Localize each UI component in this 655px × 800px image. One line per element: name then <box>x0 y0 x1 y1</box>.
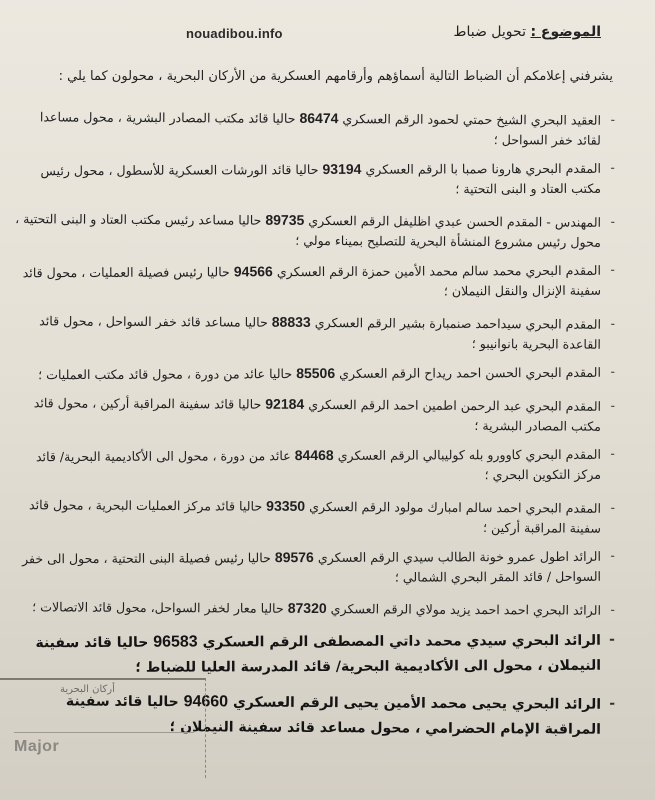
officer-transfer-list <box>14 108 617 751</box>
list-item: - المقدم البحري محمد سالم محمد الأمين حمزة الرقم العسكري 94566 حاليا رئيس فصيلة العمليات ، محول قائد سفينة الإنزال والنقل النيملان ؛ <box>14 260 617 304</box>
list-item: - المقدم البحري هارونا صمبا با الرقم العسكري 93194 حاليا قائد الورشات العسكرية للأسطول ، محول رئيس مكتب العتاد و البنى التحتية ؛ <box>14 158 617 202</box>
list-item: - المقدم البحري عبد الرحمن اطمين احمد الرقم العسكري 92184 حاليا قائد سفينة المراقبة أركين ، محول قائد مكتب المصادر البشرية ؛ <box>14 392 617 437</box>
stamp-rank: Major <box>14 738 60 755</box>
stamp-text: أركان البحرية <box>60 684 115 695</box>
list-item: - الرائد البحري يحيى محمد الأمين يحيى الرقم العسكري 94660 حاليا قائد سفينة المراقبة الإمام الحضرامي ، محول مساعد قائد سفينة النيملان ؛ <box>14 688 617 743</box>
signature-line <box>14 702 194 733</box>
list-item: - المقدم البحري سيداحمد صنمبارة بشير الرقم العسكري 88833 حاليا مساعد قائد خفر السواحل ، محول قائد القاعدة البحرية بانوانيبو ؛ <box>14 310 617 355</box>
list-item: - المقدم البحري احمد سالم امبارك مولود الرقم العسكري 93350 حاليا قائد مركز العمليات البحرية ، محول قائد سفينة المراقبة أركين ؛ <box>14 494 617 539</box>
official-stamp <box>0 678 206 778</box>
list-item: - المهندس - المقدم الحسن عبدي اظليفل الرقم العسكري 89735 حاليا مساعد رئيس مكتب العتاد و البنى التحتية ، محول رئيس مشروع المنشأة البحرية للتصليح بميناء مولي ؛ <box>14 208 617 253</box>
list-item: - الرائد البحري احمد احمد يزيد مولاي الرقم العسكري 87320 حاليا معار لخفر السواحل، محول قائد الاتصالات ؛ <box>14 596 617 621</box>
subject-text: تحويل ضباط <box>453 24 526 40</box>
intro-paragraph: يشرفني إعلامكم أن الضباط التالية أسماؤهم وأرقامهم العسكرية من الأركان البحرية ، محولون كما يلي : <box>58 69 613 84</box>
list-item: - المقدم البحري الحسن احمد ريداح الرقم العسكري 85506 حاليا عائد من دورة ، محول قائد مكتب العمليات ؛ <box>14 362 617 386</box>
list-item: - العقيد البحري الشيخ حمتي لحمود الرقم العسكري 86474 حاليا قائد مكتب المصادر البشرية ، محول مساعدا لقائد خفر السواحل ؛ <box>14 106 617 151</box>
subject-label: الموضوع : <box>530 24 601 40</box>
list-item: - المقدم البحري كاوورو بله كوليبالي الرقم العسكري 84468 عائد من دورة ، محول الى الأكاديمية البحرية/ قائد مركز التكوين البحري ؛ <box>14 444 617 488</box>
list-item: - الرائد اطول عمرو خونة الطالب سيدي الرقم العسكري 89576 حاليا رئيس فصيلة البنى التحتية ، محول الى خفر السواحل / قائد المقر البحري الشمالي ؛ <box>14 546 617 590</box>
site-watermark: nouadibou.info <box>186 26 283 41</box>
subject-line <box>454 24 601 40</box>
list-item: - الرائد البحري سيدي محمد داتي المصطفى الرقم العسكري 96583 حاليا قائد سفينة النيملان ، محول الى الأكاديمية البحرية/ قائد المدرسة العليا للضباط ؛ <box>14 628 617 682</box>
